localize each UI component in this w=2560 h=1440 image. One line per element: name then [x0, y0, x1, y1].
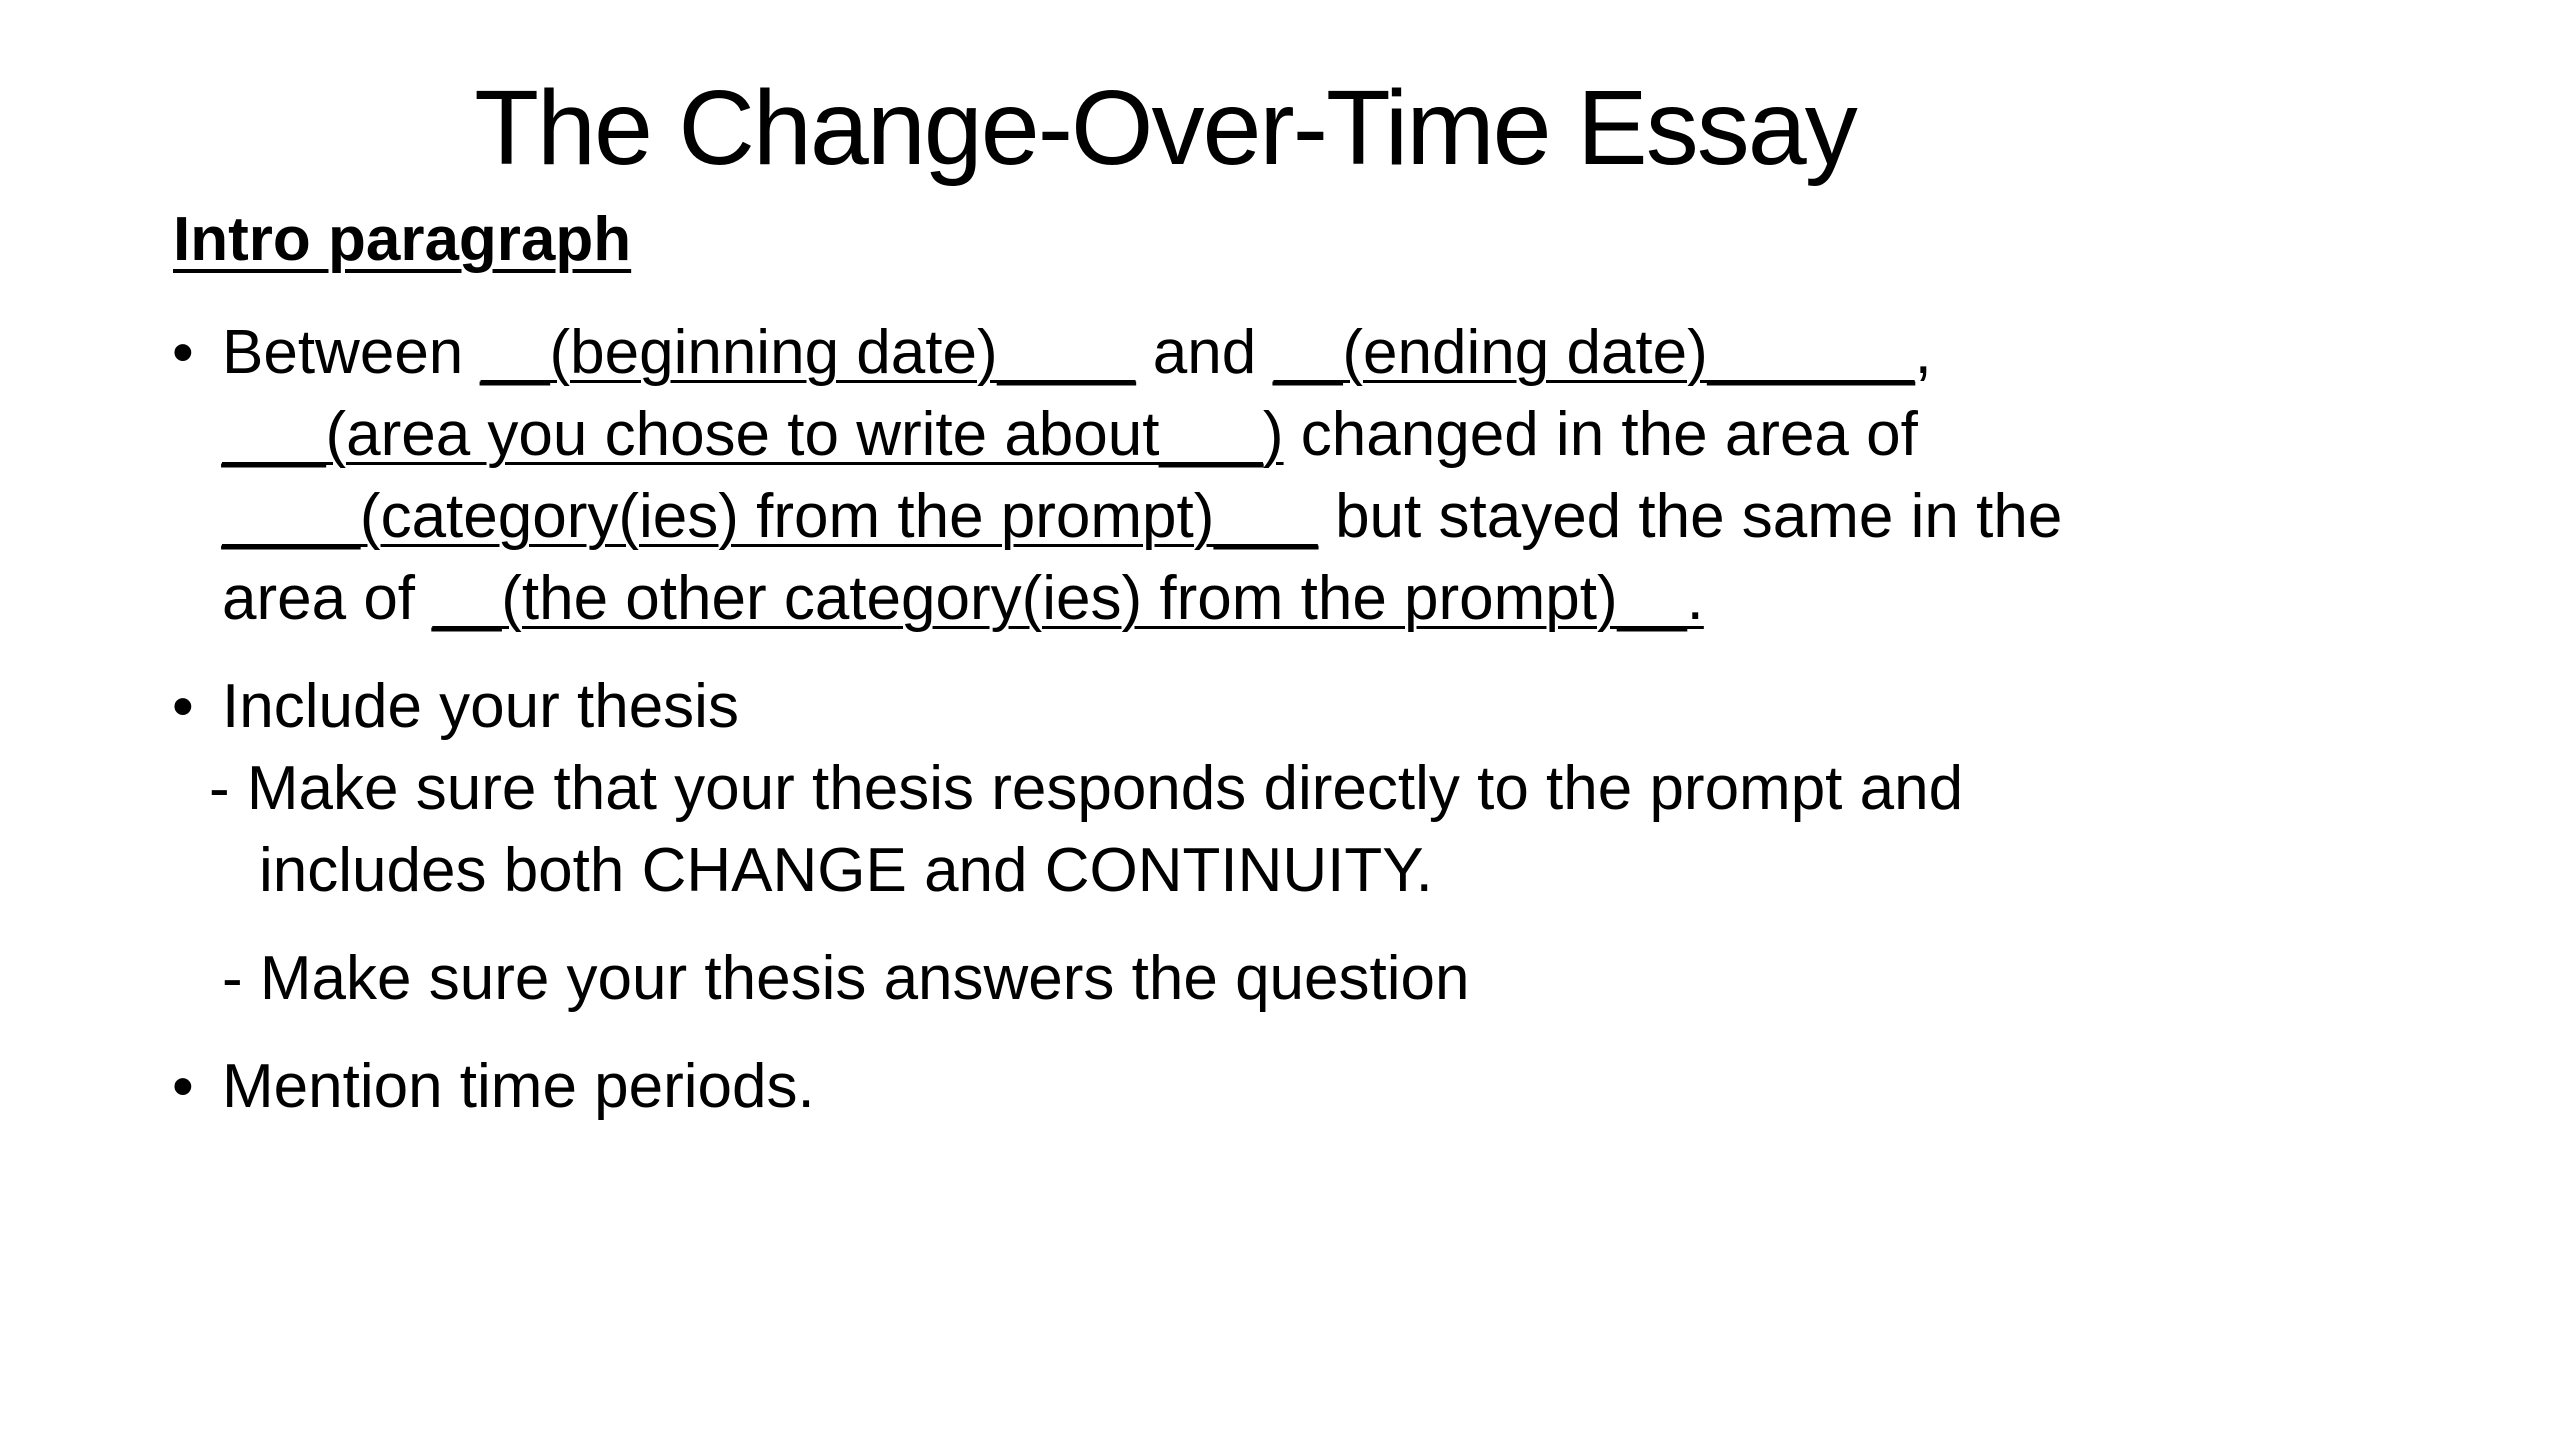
slide-content — [172, 312, 2172, 1128]
blank-category-changed: ____(category(ies) from the prompt)___ — [222, 482, 1318, 551]
template-text: Between — [222, 318, 481, 387]
slide-title: The Change-Over-Time Essay — [474, 69, 1856, 187]
bullet-time-periods — [172, 1046, 2172, 1128]
template-text: , — [1914, 318, 1932, 387]
bullet-text: Include your thesis — [222, 672, 739, 741]
blank-area: ___(area you chose to write about___) — [222, 400, 1284, 469]
template-text: and — [1135, 318, 1274, 387]
bullet-include-thesis — [172, 666, 2172, 748]
template-text: changed in the area of — [1283, 400, 1918, 469]
intro-heading: Intro paragraph — [173, 205, 632, 274]
bullet-marker: • — [172, 1052, 194, 1121]
blank-beginning-date: __(beginning date)____ — [480, 318, 1136, 387]
blank-category-same: __(the other category(ies) from the prompt)__. — [432, 564, 1704, 633]
template-text: but stayed the same in the area of — [222, 482, 2063, 633]
sub-point-thesis-responds: - Make sure that your thesis responds directly to the prompt and includes both CHANGE and CONTINUITY. — [209, 754, 1964, 905]
bullet-text: Mention time periods. — [222, 1052, 815, 1121]
bullet-marker: • — [172, 318, 194, 387]
sub-point-thesis-answers: - Make sure your thesis answers the question — [222, 944, 1470, 1013]
bullet-marker: • — [172, 672, 194, 741]
bullet-intro-template — [172, 312, 2172, 640]
blank-ending-date: __(ending date)______ — [1273, 318, 1915, 387]
